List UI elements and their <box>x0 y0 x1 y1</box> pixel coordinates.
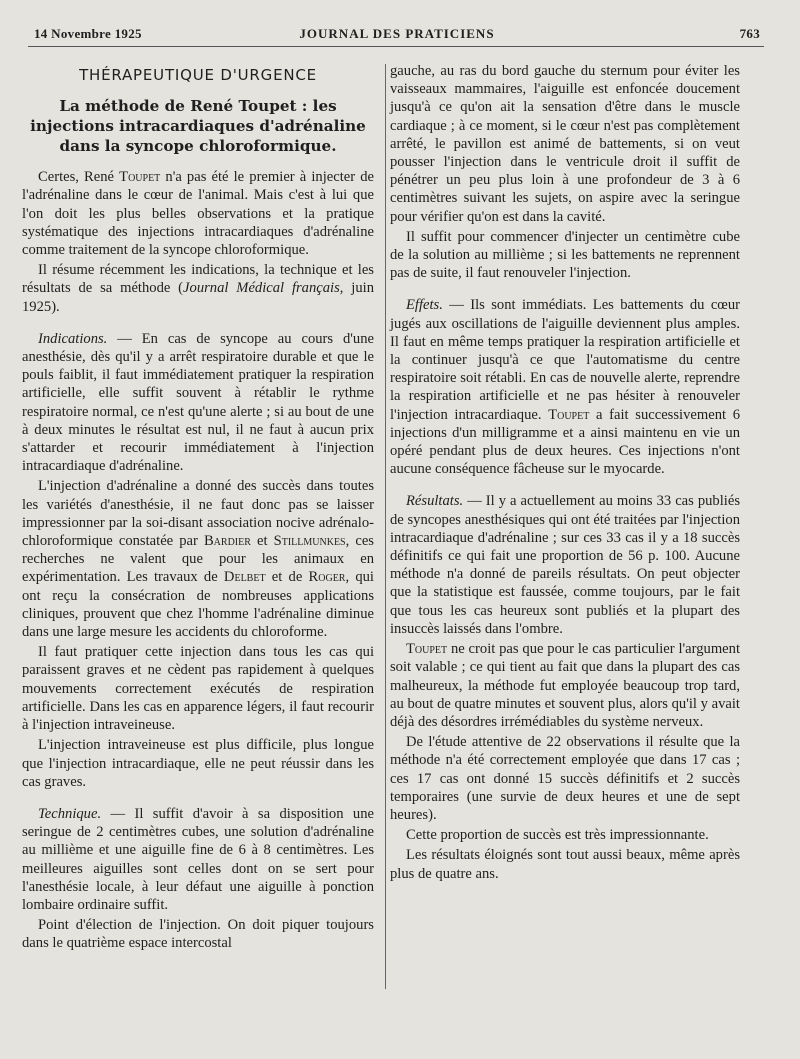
paragraph-proportion: Cette proportion de succès est très impressionnante. <box>406 827 709 844</box>
paragraph-results <box>390 492 740 638</box>
paragraph-observations: De l'étude attentive de 22 observations il résulte que la méthode n'a été correctement employée que dans 17 cas ; ces 17 cas ont donné 15 succès définitifs et 2 succès temporaires (une survie de deux heures et une de sept heures). <box>390 734 740 823</box>
paragraph-dose: Il suffit pour commencer d'injecter un centimètre cube de la solution au millième ; si les battements ne reprennent pas de suite, il faut renouveler l'injection. <box>390 228 740 282</box>
author-name: Bardier <box>203 533 251 550</box>
issue-date: 14 Novembre 1925 <box>34 26 142 41</box>
left-column <box>22 62 374 955</box>
text-run: L'injection d'adrénaline a donné des succès dans toutes les variétés d'anesthésie, il ne faut donc pas se laisser impressionner par la soi-disant association nocive adrénalo-chloroformique constatée par <box>22 478 374 550</box>
header-rule <box>28 46 764 47</box>
column-divider <box>385 64 386 989</box>
page-number: 763 <box>739 26 760 41</box>
running-header <box>34 26 760 46</box>
section-heading: THÉRAPEUTIQUE D'URGENCE <box>79 66 317 84</box>
paragraph-summary <box>22 261 374 316</box>
article-title: La méthode de René Toupet : les injections intracardiaques d'adrénaline dans la syncope chloroformique. <box>30 97 366 156</box>
subsection-heading: Effets. <box>406 297 443 314</box>
text-run: , ces recherches ne valent que pour les animaux en expérimentation. Les travaux de <box>22 533 374 586</box>
paragraph-grave-cases: Il faut pratiquer cette injection dans tous les cas qui paraissent graves et ne cèdent pas rapidement à quelques mouvements correctement exécutés de respiration artificielle. Dans les cas en apparence légers, il faut recourir à l'injection intraveineuse. <box>22 644 374 734</box>
text-run: — Il y a actuellement au moins 33 cas publiés de syncopes anesthésiques qui ont été traitées par l'injection intracardiaque d'adrénaline ; sur ces 33 cas il y a 18 succès définitifs ce qui fait une proportion de 56 p. 100. Aucune méthode n'a donné de pareils résultats. On peut objecter que la statistique est faussée, comme toujours, par le fait que tous les cas heureux sont publiés et la plupart des insuccès laissés dans l'ombre. <box>390 493 740 637</box>
text-run: et de <box>265 569 309 586</box>
subsection-heading: Technique. <box>38 805 102 822</box>
text-run: et <box>250 533 274 550</box>
text-run: — Ils sont immédiats. Les battements du cœur jugés aux oscillations de l'aiguille deviennent plus amples. Il faut en même temps pratiquer la respiration artificielle et la continuer jusqu'à ce que l'automatisme du centre respiratoire soit rétabli. En cas de nouvelle alerte, reprendre la respiration artificielle et ne pas hésiter à renouveler l'injection intracardiaque. <box>390 297 740 423</box>
paragraph-indications <box>22 330 374 476</box>
paragraph-injection-point: Point d'élection de l'injection. On doit piquer toujours dans le quatrième espace intercostal <box>22 917 374 952</box>
author-name: Delbet <box>223 569 266 586</box>
paragraph-technique <box>22 805 374 914</box>
author-name: Roger <box>308 569 346 586</box>
paragraph-toupet-argument <box>390 640 740 731</box>
paragraph-adrenaline-success <box>22 477 374 641</box>
text-run: a fait successivement 6 injections d'un milligramme et a ainsi maintenu en vie un opéré pendant plus de deux heures. Ces injections n'ont aucune conséquence fâcheuse sur le myocarde. <box>390 406 741 478</box>
journal-title: JOURNAL DES PRATICIENS <box>299 26 495 41</box>
text-run: , qui ont reçu la consécration de nombreuses applications cliniques, prouvent que chez l'homme l'adrénaline diminue dans une large mesure les accidents du chloroforme. <box>22 569 374 641</box>
source-citation: Journal Médical français <box>183 280 340 297</box>
author-name: Toupet <box>119 169 161 186</box>
subsection-heading: Résultats. <box>406 493 464 510</box>
text-run: — En cas de syncope au cours d'une anesthésie, dès qu'il y a arrêt respiratoire durable et que le pouls faiblit, il faut immédiatement pratiquer la respiration artificielle, elle suffit souvent à rétablir le rythme respiratoire normal, ce n'est qu'une alerte ; si au bout de une à deux minutes le résultat est nul, il ne faut à aucun prix s'attarder et recourir immédiatement à l'injection intracardiaque d'adrénaline. <box>22 330 374 475</box>
author-name: Toupet <box>406 641 448 658</box>
paragraph-intravenous: L'injection intraveineuse est plus difficile, plus longue que l'injection intracardiaque, elle ne peut réussir dans les cas graves. <box>22 737 374 790</box>
text-run: — Il suffit d'avoir à sa disposition une seringue de 2 centimètres cubes, une solution d'adrénaline au millième et une aiguille fine de 6 à 8 centimètres. Les meilleures aiguilles sont celles dont on se sert pour l'anesthésie locale, à leur défaut une aiguille à ponction lombaire ordinaire suffit. <box>22 805 374 913</box>
author-name: Toupet <box>548 406 590 423</box>
paragraph-intro <box>22 168 374 259</box>
author-name: Stillmunkes <box>273 533 346 550</box>
paragraph-effects <box>390 296 740 478</box>
paragraph-procedure: gauche, au ras du bord gauche du sternum pour éviter les vaisseaux mammaires, l'aiguille est enfoncée doucement jusqu'à ce qu'on ait la sensation d'être dans le muscle cardiaque ; à ce moment, si le cœur n'est pas complètement arrêté, le pavillon est animé de battements, si on veut pousser l'injection dans le ventricule droit il suffit de pénétrer un peu plus loin à une profondeur de 3 à 6 centimètres suivant les sujets, on aspire avec la seringue pour vérifier qu'on est dans la cavité. <box>390 63 740 225</box>
text-run: Certes, René <box>38 169 120 186</box>
subsection-heading: Indications. <box>38 330 108 347</box>
text-run: ne croit pas que pour le cas particulier l'argument soit valable ; ce qui tient au fait que dans la plupart des cas malheureux, la méthode fut employée beaucoup trop tard, au bout de quatre minutes et souvent plus, alors qu'il y avait déjà des désordres irrémédiables du système nerveux. <box>390 641 740 730</box>
paragraph-long-term: Les résultats éloignés sont tout aussi beaux, même après plus de quatre ans. <box>390 847 740 882</box>
text-run: Il résume récemment les indications, la technique et les résultats de sa méthode ( <box>22 262 374 297</box>
right-column <box>390 62 740 885</box>
text-run: , juin 1925). <box>22 280 374 315</box>
text-run: n'a pas été le premier à injecter de l'adrénaline dans le cœur de l'animal. Mais c'est à lui que l'on doit les plus belles observations et la pratique systématique des injections intracardiaques d'adrénaline comme traitement de la syncope chloroformique. <box>22 169 375 259</box>
